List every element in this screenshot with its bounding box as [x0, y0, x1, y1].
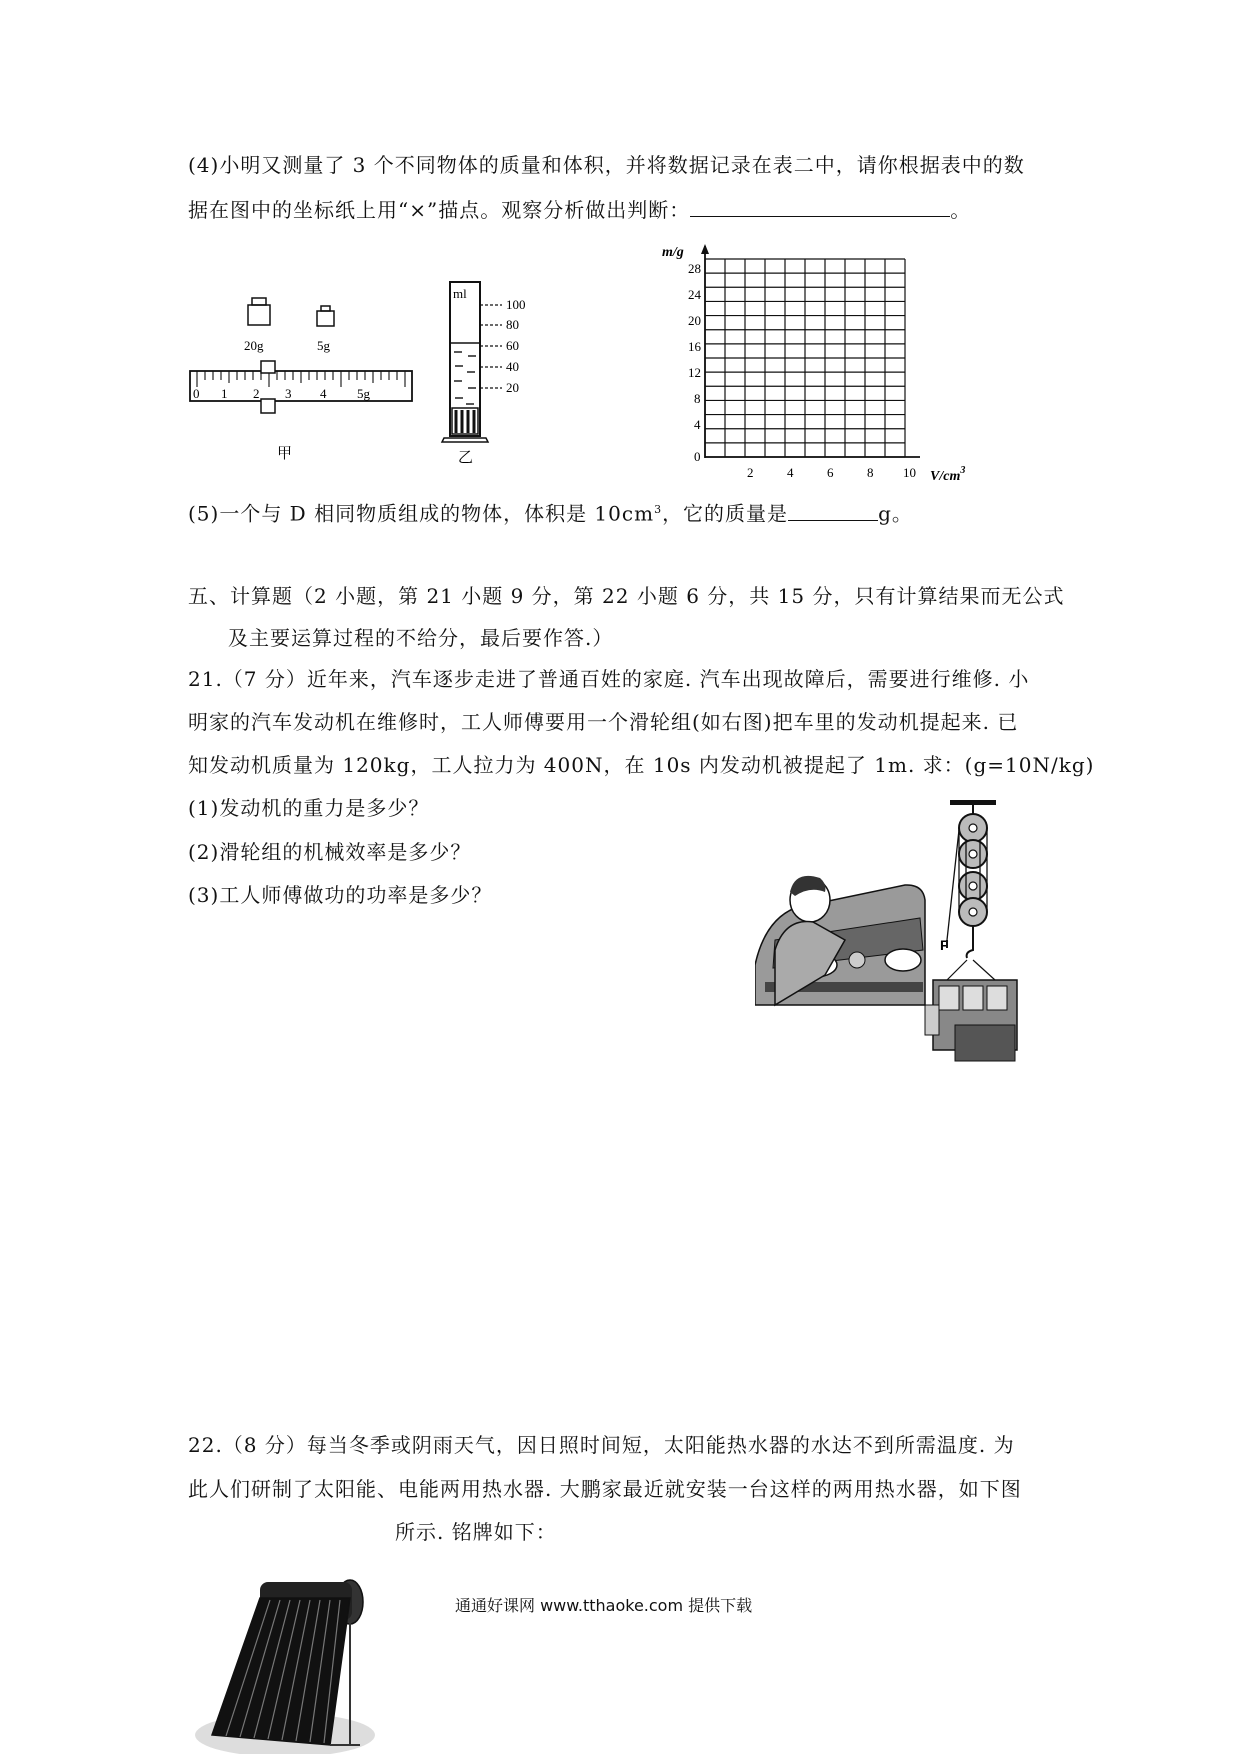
q22-line-2: 此人们研制了太阳能、电能两用热水器. 大鹏家最近就安装一台这样的两用热水器，如下图	[188, 1477, 1022, 1501]
q21-sub-3: (3)工人师傅做功的功率是多少？	[188, 883, 493, 907]
scale-tick-1: 1	[221, 386, 228, 401]
x-tick-10: 10	[903, 465, 916, 480]
cylinder-mark-40: 40	[506, 359, 519, 374]
q22-line-1: 22.（8 分）每当冬季或阴雨天气，因日照时间短，太阳能热水器的水达不到所需温度. 为	[188, 1433, 1015, 1457]
q4-line-2-text: 据在图中的坐标纸上用“×”描点。观察分析做出判断：	[188, 198, 691, 222]
cylinder-mark-100: 100	[506, 297, 526, 312]
scale-tick-4: 4	[320, 386, 327, 401]
figure-mechanic-pulley	[755, 800, 1075, 1062]
q5-sup: 3	[654, 503, 663, 516]
grid-y-arrow	[701, 244, 709, 254]
y-tick-16: 16	[688, 339, 701, 354]
x-tick-2: 2	[747, 465, 754, 480]
figure-solar-water-heater	[190, 1560, 380, 1754]
grid-x-axis-label-sup: 3	[960, 465, 966, 476]
cylinder-mark-60: 60	[506, 338, 519, 353]
cylinder-water	[450, 343, 480, 434]
grid-y-axis-label: m/g	[662, 245, 684, 260]
figure-jia-caption: 甲	[277, 444, 293, 462]
y-tick-28: 28	[688, 261, 701, 276]
grid-lines	[705, 259, 905, 457]
weight-5g-icon	[317, 306, 334, 326]
section5-line-2: 及主要运算过程的不给分，最后要作答.）	[228, 626, 614, 650]
q21-line-2: 明家的汽车发动机在维修时，工人师傅要用一个滑轮组(如右图)把车里的发动机提起来. 已	[188, 710, 1019, 734]
pulley-force-label: F	[940, 937, 949, 953]
pulley-ceiling	[950, 800, 996, 805]
section5-line-1: 五、计算题（2 小题，第 21 小题 9 分，第 22 小题 6 分，共 15 分，只有计算结果而无公式	[188, 584, 1065, 608]
x-tick-8: 8	[867, 465, 874, 480]
q4-line-1: (4)小明又测量了 3 个不同物体的质量和体积，并将数据记录在表二中，请你根据表中的数	[188, 153, 1025, 177]
q4-line-2	[188, 196, 971, 224]
q21-sub-2: (2)滑轮组的机械效率是多少？	[188, 840, 472, 864]
scale-tick-3: 3	[285, 386, 292, 401]
coordinate-grid	[650, 238, 990, 488]
q21-line-1: 21.（7 分）近年来，汽车逐步走进了普通百姓的家庭. 汽车出现故障后，需要进行维修. 小	[188, 667, 1030, 691]
y-tick-8: 8	[694, 391, 701, 406]
y-tick-4: 4	[694, 417, 701, 432]
cylinder-mark-20: 20	[506, 380, 519, 395]
x-tick-4: 4	[787, 465, 794, 480]
weight-5g-label: 5g	[317, 338, 330, 353]
q22-line-3: 所示. 铭牌如下：	[395, 1520, 557, 1544]
q5-text-2: ，它的质量是	[662, 501, 789, 526]
scale-tick-0: 0	[193, 386, 200, 401]
scale-ticks	[197, 371, 405, 387]
q4-line-2-end: 。	[950, 198, 972, 222]
q21-line-3: 知发动机质量为 120kg，工人拉力为 400N，在 10s 内发动机被提起了 1m. 求：(g=10N/kg)	[188, 753, 1095, 777]
y-tick-24: 24	[688, 287, 701, 302]
figure-yi-caption: 乙	[458, 448, 474, 465]
q5-line	[188, 496, 913, 528]
y-tick-0: 0	[694, 449, 701, 464]
cylinder-mark-80: 80	[506, 317, 519, 332]
scale-tick-2: 2	[253, 386, 260, 401]
rider-bottom	[261, 399, 275, 413]
y-tick-12: 12	[688, 365, 701, 380]
weight-20g-icon	[248, 298, 270, 325]
grid-x-axis-label	[930, 465, 965, 484]
answer-blank-mass	[788, 500, 878, 521]
scale-tick-5g: 5g	[357, 386, 370, 401]
weight-20g-label: 20g	[244, 338, 264, 353]
q5-text-1: (5)一个与 D 相同物质组成的物体，体积是 10cm	[188, 501, 655, 526]
q21-sub-1: (1)发动机的重力是多少？	[188, 796, 430, 820]
engine-icon	[925, 980, 1017, 1061]
y-tick-20: 20	[688, 313, 701, 328]
figure-balance-scale	[185, 290, 425, 465]
answer-blank-judgement	[690, 196, 950, 217]
x-tick-6: 6	[827, 465, 834, 480]
heater-panel	[212, 1598, 350, 1745]
figure-graduated-cylinder	[430, 280, 550, 465]
cylinder-unit: ml	[453, 286, 467, 301]
grid-x-axis-label-text: V/cm	[930, 469, 961, 484]
rider-top	[261, 361, 275, 373]
footer-watermark: 通通好课网 www.tthaoke.com 提供下载	[455, 1596, 753, 1615]
q5-text-3: g。	[878, 501, 913, 526]
